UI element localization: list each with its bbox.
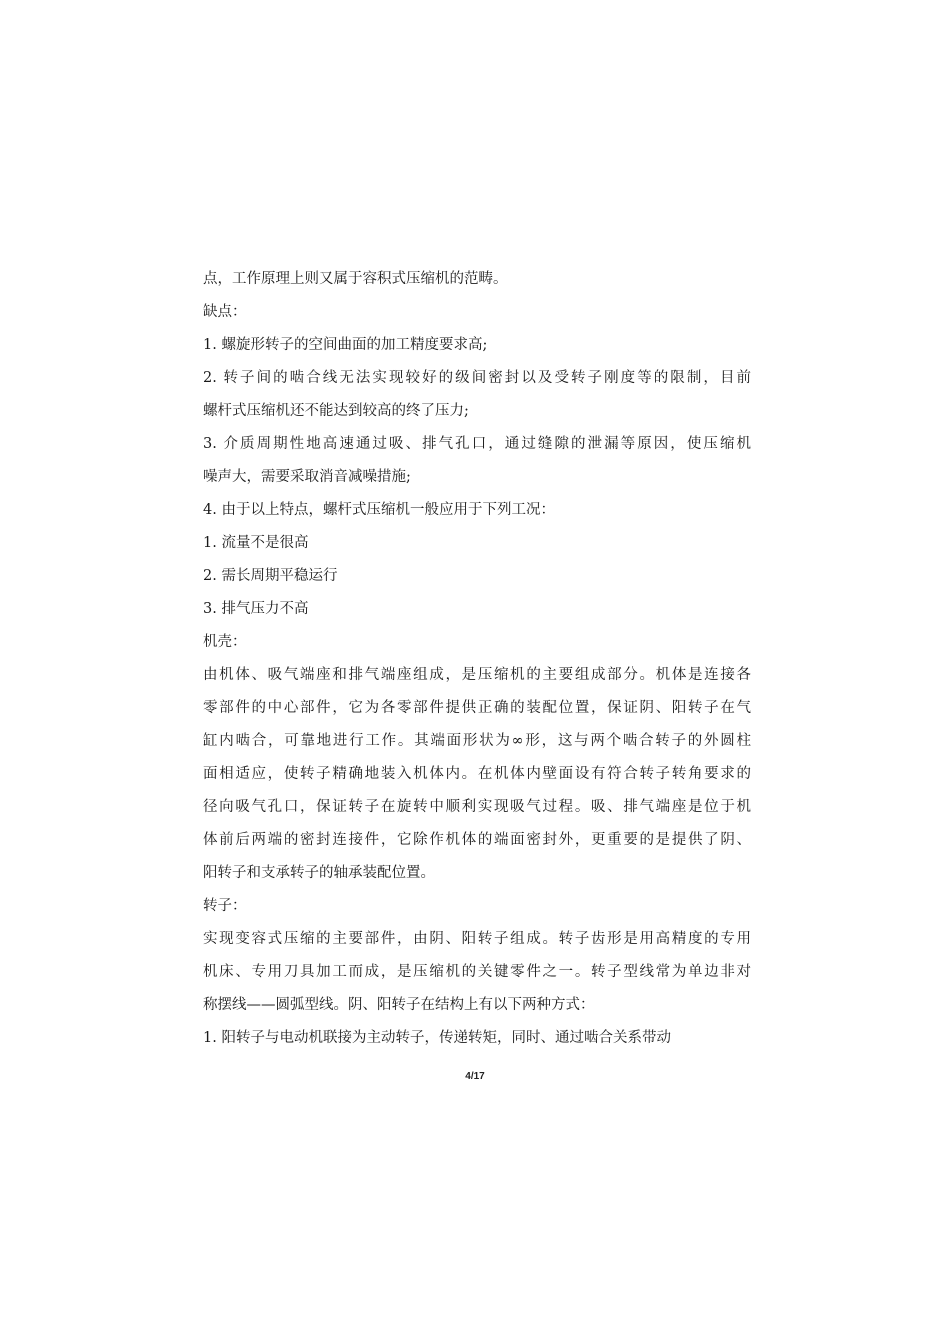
list-item: 1. 阳转子与电动机联接为主动转子，传递转矩，同时、通过啮合关系带动 <box>203 1030 671 1046</box>
section-heading-rotor: 转子： <box>203 898 247 914</box>
paragraph-line: 面相适应，使转子精确地装入机体内。在机体内壁面设有符合转子转角要求的 <box>203 766 751 782</box>
list-item: 1. 流量不是很高 <box>203 535 309 551</box>
section-heading-casing: 机壳： <box>203 634 247 650</box>
paragraph-line: 径向吸气孔口，保证转子在旋转中顺利实现吸气过程。吸、排气端座是位于机 <box>203 799 751 815</box>
paragraph-line: 阳转子和支承转子的轴承装配位置。 <box>203 865 435 881</box>
list-item: 2. 转子间的啮合线无法实现较好的级间密封以及受转子刚度等的限制，目前 <box>203 370 751 386</box>
list-item: 4. 由于以上特点，螺杆式压缩机一般应用于下列工况： <box>203 502 555 518</box>
page-number: 4/17 <box>465 1071 485 1082</box>
paragraph-line: 体前后两端的密封连接件，它除作机体的端面密封外，更重要的是提供了阴、 <box>203 832 751 848</box>
paragraph-line: 由机体、吸气端座和排气端座组成，是压缩机的主要组成部分。机体是连接各 <box>203 667 751 683</box>
paragraph-line: 螺杆式压缩机还不能达到较高的终了压力; <box>203 403 469 419</box>
paragraph-line: 称摆线——圆弧型线。阴、阳转子在结构上有以下两种方式： <box>203 997 595 1013</box>
paragraph-line: 实现变容式压缩的主要部件，由阴、阳转子组成。转子齿形是用高精度的专用 <box>203 931 751 947</box>
paragraph-line: 缸内啮合，可靠地进行工作。其端面形状为∞形，这与两个啮合转子的外圆柱 <box>203 733 751 749</box>
document-body <box>203 263 751 1055</box>
section-heading-drawbacks: 缺点： <box>203 304 247 320</box>
paragraph-line: 机床、专用刀具加工而成，是压缩机的关键零件之一。转子型线常为单边非对 <box>203 964 751 980</box>
paragraph-line: 点，工作原理上则又属于容积式压缩机的范畴。 <box>203 271 508 287</box>
list-item: 3. 介质周期性地高速通过吸、排气孔口，通过缝隙的泄漏等原因，使压缩机 <box>203 436 751 452</box>
list-item: 1. 螺旋形转子的空间曲面的加工精度要求高; <box>203 337 488 353</box>
paragraph-line: 零部件的中心部件，它为各零部件提供正确的装配位置，保证阴、阳转子在气 <box>203 700 751 716</box>
paragraph-line: 噪声大，需要采取消音减噪措施; <box>203 469 411 485</box>
list-item: 2. 需长周期平稳运行 <box>203 568 338 584</box>
list-item: 3. 排气压力不高 <box>203 601 309 617</box>
